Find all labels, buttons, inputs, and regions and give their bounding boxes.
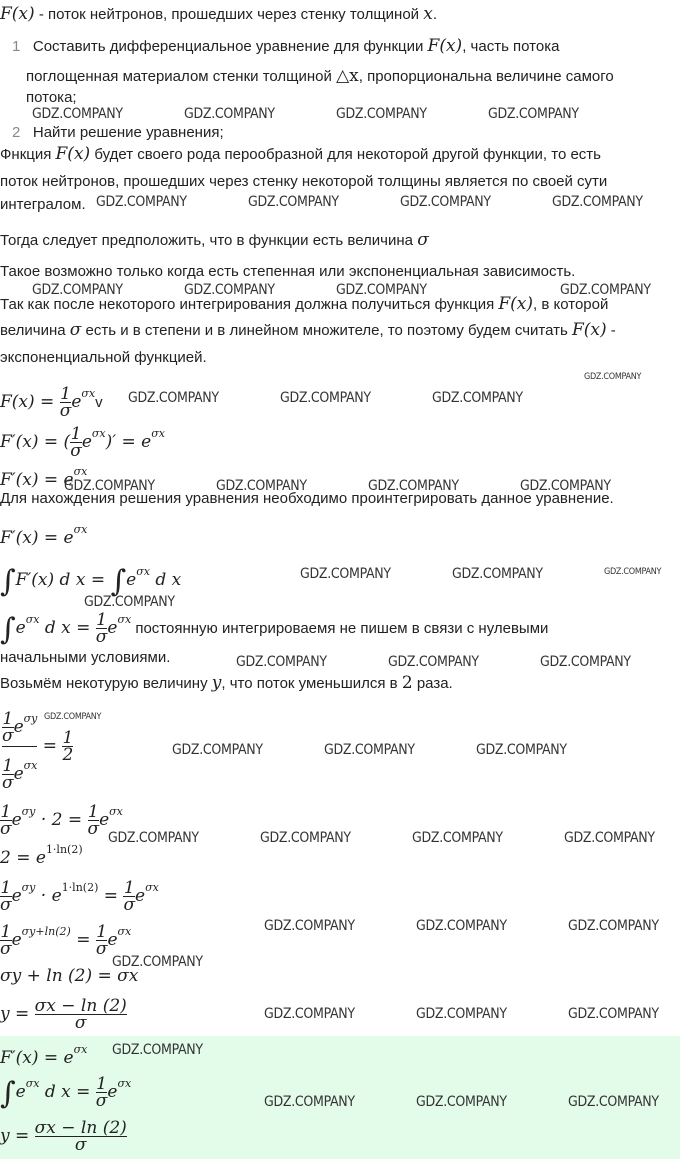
watermark: GDZ.COMPANY [416, 1094, 507, 1110]
watermark: GDZ.COMPANY [44, 712, 102, 722]
watermark: GDZ.COMPANY [264, 1006, 355, 1022]
watermark: GDZ.COMPANY [560, 282, 651, 298]
watermark: GDZ.COMPANY [236, 654, 327, 670]
watermark: GDZ.COMPANY [452, 566, 543, 582]
watermark: GDZ.COMPANY [336, 282, 427, 298]
equation: F′(x) = ( $\frac{1}{\sigma}$ $e^{\sigma x})' = e^{\sigma x}$ [0, 424, 165, 461]
watermark: GDZ.COMPANY [108, 830, 199, 846]
watermark: GDZ.COMPANY [552, 194, 643, 210]
watermark: GDZ.COMPANY [584, 372, 642, 382]
paragraph: Так как после некоторого интегрирования должна получиться функция F(x), в которой [0, 294, 609, 314]
list-item: 1 Составить дифференциальное уравнение для функции F(x), часть потока [12, 36, 560, 56]
watermark: GDZ.COMPANY [128, 390, 219, 406]
list-item-line2: поглощенная материалом стенки толщиной △x, пропорциональна величине самого [26, 66, 614, 86]
equation: $F'(x) = e^{\sigma x}$ [0, 465, 88, 490]
watermark: GDZ.COMPANY [260, 830, 351, 846]
paragraph: Такое возможно только когда есть степенная или экспоненциальная зависимость. [0, 263, 576, 280]
list-item: 2 Найти решение уравнения; [12, 124, 224, 141]
answer-equation: $\int e^{\sigma x}$ d x = $\frac{1}{\sigma}$ $e^{\sigma x}$ [0, 1074, 132, 1111]
watermark: GDZ.COMPANY [476, 742, 567, 758]
equation: $\frac{1}{\sigma}$ $e^{\sigma y}$ $\frac{1}{\sigma}$ $e^{\sigma x}$ = $\frac{1}{2}$ [2, 709, 74, 793]
watermark: GDZ.COMPANY [412, 830, 503, 846]
paragraph: Для нахождения решения уравнения необходимо проинтегрировать данное уравнение. [0, 490, 614, 507]
watermark: GDZ.COMPANY [112, 1042, 203, 1058]
paragraph-line: величина σ есть и в степени и в линейном множителе, то поэтому будем считать F(x) - [0, 320, 616, 340]
equation: F(x) = $\frac{1}{\sigma}$ $e^{\sigma x}v$ [0, 384, 103, 421]
paragraph-line: экспоненциальной функцией. [0, 349, 207, 366]
watermark: GDZ.COMPANY [540, 654, 631, 670]
watermark: GDZ.COMPANY [264, 918, 355, 934]
watermark: GDZ.COMPANY [184, 106, 275, 122]
equation: $\frac{1}{\sigma}$ $e^{\sigma y} \cdot 2$ = $\frac{1}{\sigma}$ $e^{\sigma x}$ [0, 802, 123, 839]
watermark: GDZ.COMPANY [568, 1006, 659, 1022]
watermark: GDZ.COMPANY [216, 478, 307, 494]
intro-line: F(x) - поток нейтронов, прошедших через стенку толщиной x. [0, 4, 437, 24]
watermark: GDZ.COMPANY [300, 566, 391, 582]
paragraph-line: поток нейтронов, прошедших через стенку некоторой толщины является по своей сути [0, 173, 608, 190]
watermark: GDZ.COMPANY [184, 282, 275, 298]
watermark: GDZ.COMPANY [172, 742, 263, 758]
watermark: GDZ.COMPANY [388, 654, 479, 670]
equation: $F'(x) = e^{\sigma x}$ [0, 523, 88, 548]
watermark: GDZ.COMPANY [336, 106, 427, 122]
paragraph-line: интегралом. [0, 196, 86, 213]
watermark: GDZ.COMPANY [248, 194, 339, 210]
equation: $\int e^{\sigma x}$ d x = $\frac{1}{\sigma}$ $e^{\sigma x}$ постоянную интегрироваемя не пишем в связи с нулевыми [0, 610, 549, 647]
equation: $\frac{1}{\sigma}$ $e^{\sigma y} \cdot e^{1\cdot ln(2)}$ = $\frac{1}{\sigma}$ $e^{\sigma x}$ [0, 878, 159, 915]
watermark: GDZ.COMPANY [96, 194, 187, 210]
watermark: GDZ.COMPANY [604, 567, 662, 577]
equation: $2 = e^{1\cdot ln(2)}$ [0, 843, 83, 868]
watermark: GDZ.COMPANY [32, 106, 123, 122]
answer-equation: y = $\frac{\sigma x - \ln (2)}{\sigma}$ [0, 1118, 127, 1155]
watermark: GDZ.COMPANY [520, 478, 611, 494]
watermark: GDZ.COMPANY [368, 478, 459, 494]
equation: ∫F′(x) d $x = \int e^{\sigma x}$ d x [0, 564, 182, 599]
watermark: GDZ.COMPANY [432, 390, 523, 406]
equation: y = $\frac{\sigma x - \ln (2)}{\sigma}$ [0, 996, 127, 1033]
watermark: GDZ.COMPANY [32, 282, 123, 298]
watermark: GDZ.COMPANY [324, 742, 415, 758]
paragraph-line: начальными условиями. [0, 649, 171, 666]
watermark: GDZ.COMPANY [112, 954, 203, 970]
watermark: GDZ.COMPANY [64, 478, 155, 494]
watermark: GDZ.COMPANY [568, 918, 659, 934]
paragraph: Фнкция F(x) будет своего рода перообразной для некоторой другой функции, то есть [0, 144, 601, 164]
fx-symbol: F(x) [0, 4, 35, 24]
answer-equation: $F'(x) = e^{\sigma x}$ [0, 1043, 88, 1068]
watermark: GDZ.COMPANY [264, 1094, 355, 1110]
watermark: GDZ.COMPANY [568, 1094, 659, 1110]
watermark: GDZ.COMPANY [84, 594, 175, 610]
equation: σy + ln (2) = σx [0, 966, 139, 986]
watermark: GDZ.COMPANY [564, 830, 655, 846]
watermark: GDZ.COMPANY [400, 194, 491, 210]
list-item-line3: потока; [26, 89, 77, 106]
paragraph: Тогда следует предположить, что в функции есть величина σ [0, 230, 429, 250]
watermark: GDZ.COMPANY [280, 390, 371, 406]
watermark: GDZ.COMPANY [416, 918, 507, 934]
equation: $\frac{1}{\sigma}$ $e^{\sigma y+ln(2)}$ = $\frac{1}{\sigma}$ $e^{\sigma x}$ [0, 922, 132, 959]
paragraph: Возьмём некотурую величину y, что поток уменьшился в 2 раза. [0, 673, 453, 693]
watermark: GDZ.COMPANY [416, 1006, 507, 1022]
watermark: GDZ.COMPANY [488, 106, 579, 122]
